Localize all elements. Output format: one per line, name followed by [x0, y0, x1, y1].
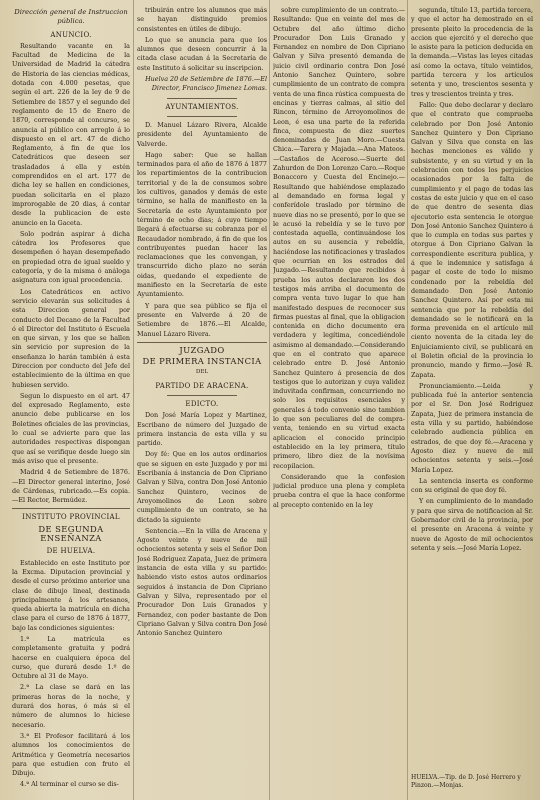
- paragraph: Don José María Lopez y Martinez, Escribano de número del Juzgado de primera instancia de esta villa y su partido.: [137, 411, 267, 448]
- paragraph: Y en cumplimiento de lo mandado y para que sirva de notificacion al Sr. Gobernador civil de la provincia, por el presente en Aracena á veinte y nueve de Agosto de mil ochocientos setenta y seis.—José María Lopez.: [411, 497, 533, 552]
- divider: [137, 342, 267, 343]
- paragraph: D. Manuel Lázaro Rivera, Alcalde presidente del Ayuntamiento de Valverde.: [137, 120, 267, 148]
- paragraph: Sentencia.—En la villa de Aracena y Agosto veinte y nueve de mil ochocientos setenta y seis el Señor Don José Rodriguez Zapata, Juez de primera instancia de esta villa y su partido: habiendo visto estos autos ordinarios seguidos á instancia de Don Cipriano Galvan y Silva, representado por el Procurador Don Luis Granados y Fernandez, con poder bastante de Don Cipriano Galvan y Silva contra Don José Antonio Sanchez Quintero: [137, 526, 267, 638]
- paragraph: 2.ª La clase se dará en las primeras horas de la noche, y durará dos horas, ó más si el número de alumnos lo hiciese necesario.: [12, 683, 130, 729]
- paragraph: Resultando vacante en la Facultad de Medicina de la Universidad de Madrid la cátedra de Historia de las ciencias médicas, dotada con 4.000 pesetas, que según el art. 226 de la ley de 9 de Setiembre de 1857 y el segundo del reglamento de 15 de Enero de 1870, corresponde al concurso, se anuncia al público con arreglo á lo dispuesto en el art. 47 de dicho Reglamento, á fin de que los Catedráticos que deseen ser trasladados á ella y estén comprendidos en el art. 177 de dicha ley se hallen en condiciones, puedan solicitarla en el plazo improrogable de 20 dias, á contar desde la publicacion de este anuncio en la Gaceta.: [12, 41, 130, 227]
- paragraph: Considerando que la confesion judicial produce una plena y completa prueba contra el que la hace conforme al precepto contenido en la ley: [273, 472, 405, 509]
- column-1: [12, 6, 130, 796]
- paragraph: Pronunciamiento.—Leida y publicada fué la anterior sentencia por el Sr. Don José Rodriguez Zapata, Juez de primera instancia de esta villa y su partido, habiéndose celebrado audiencia pública en estrados, de que doy fé.—Aracena y Agosto diez y nueve de mil ochocientos setenta y seis.—José María Lopez.: [411, 381, 533, 474]
- column-2: [137, 6, 267, 796]
- paragraph: Segun lo dispuesto en el art. 47 del expresado Reglamento, este anuncio debe publicarse en los Boletines oficiales de las provincias, lo cual se advierte para que las autoridades respectivas dispongan que así se verifique desde luego sin más aviso que el presente.: [12, 391, 130, 465]
- divider: [12, 508, 130, 509]
- paragraph: Doy fé: Que en los autos ordinarios que se siguen en este Juzgado y por mi Escribanía á instancia de Don Cipriano Galvan y Silva, contra Don José Antonio Sanchez Quintero, vecinos de Aroyomolinos de Leon sobre cumplimiento de un contrato, se ha dictado la siguiente: [137, 450, 267, 524]
- paragraph: sobre cumplimiento de un contrato.—Resultando: Que en veinte del mes de Octubre del año último dicho Procurador Don Luis Granado y Fernandez en nombre de Don Cipriano Galvan y Silva presentó demanda de juicio civil ordinario contra Don José Antonio Sanchez Quintero, sobre cumplimiento de un contrato de compra venta de una finca rústica compuesta de encinas y tierras calmas, al sitio del Rincon, término de Arroyomolinos de Leon, é esa una parte de la referida finca, compuesta de diez suertes denominadas de Juan Moro.—Cuesta Chica.—Tarera y Majada.—Ana Mateos.—Castaños de Aceroso.—Suerte del Zahurdon de Don Lorenzo Caro.—Roque Bonaccoro y Cuesta del Encinejo.—Resultando que habiéndose emplazado al demandado en forma legal y conferídole traslado por término de nueve dias no se presentó, por lo que se le acusó la rebeldía y se le tuvo por contestada aquella, continuándose los autos en su ausencia y rebeldía, haciéndose las notificaciones y traslados que ocurrian en los estrados del Juzgado.—Resultando que recibidos á prueba los autos declararon los dos testigos más arriba el documento de compra venta tuvo lugar lo que han manifestado despues de reconocer sus firmas puestas al final, que la obligacion contenida en dicho documento era verdadera y legítima, concediéndole asimismo al demandado.—Considerando que en el contrato que aparece celebrado entre D. José Antonio Sanchez Quintero á presencia de dos testigos que lo autorizan y cuya validez induvitada confirman, concurriendo no solo los requisitos esenciales y generales á todo convenio sino tambien lo que son peculiares del de compra-venta, teniendo en su virtud exacta aplicacion el conocido principio establecido en la ley primera, título primero, libro diez de la novísima recopilacion.: [273, 6, 405, 470]
- column-rule: [269, 0, 270, 800]
- section-title: PARTIDO DE ARACENA.: [155, 381, 249, 390]
- paragraph: 1.ª La matrícula es completamente gratuita y podrá hacerse en cualquiera época del curso, que durará desde 1.º de Octubre al 31 de Mayo.: [12, 635, 130, 681]
- paragraph: Y para que sea público se fija el presente en Valverde á 20 de Setiembre de 1876.—El Alcalde, Manuel Lázaro Rivera.: [137, 301, 267, 338]
- section-title: DE PRIMERA INSTANCIA: [142, 356, 262, 367]
- paragraph: 4.ª Al terminar el curso se dis-: [20, 780, 119, 789]
- paragraph: Establecido en este Instituto por la Excma. Diputacion provincial y desde el curso próximo anterior una clase de dibujo lineal, destinada principalmente á los artesanos, queda abierta la matrícula en dicha clase para el curso de 1876 á 1877, bajo las condiciones siguientes:: [12, 558, 130, 632]
- section-title: AYUNTAMIENTOS.: [165, 102, 239, 111]
- section-title: DE HUELVA.: [46, 547, 96, 556]
- column-4: [411, 6, 533, 768]
- paragraph: 3.ª El Profesor facilitará á los alumnos los conocimientos de Aritmética y Geometría necesarios para que estudien con fruto el Dibujo.: [12, 731, 130, 778]
- signature: Madrid 4 de Setiembre de 1876.—El Director general interino, José de Cárdenas, rubricado.—Es copia.—El Rector, Bermúdez.: [12, 468, 130, 505]
- section-title: INSTITUTO PROVINCIAL: [22, 513, 120, 522]
- printer-imprint: HUELVA.—Tip. de D. José Herrero y Pinzon.—Monjas.: [411, 774, 521, 789]
- section-title: JUZGADO: [179, 344, 225, 355]
- paragraph: Lo que se anuncia para que los alumnos que deseen concurrir á la citada clase acudan á la Secretaría de este Instituto á solicitar su inscripcion.: [137, 35, 267, 72]
- section-title: ANUNCIO.: [50, 30, 92, 39]
- paragraph: Fallo: Que debo declarar y declaro que el contrato que comprueba celebrado por Don José Antonio Sanchez Quintero y Don Cipriano Galvan y Silva que consta en las hechas menciones es válido y subsistente, y en su virtud y en la celebración con todos los perjuicios ocasionados por la falta de cumplimiento y el pago de todas las costas de este juicio y que en el caso de que dentro de sesenta dias ejecutorio esta sentencia le otorgue Don José Antonio Sanchez Quintero á que lo cumpla en todas sus partes y otorgue á Don Cipriano Galvan la correspondiente escritura publica, y á que le indemnice y satisfaga á pagar el coste de todo lo mismo condenado por la rebeldía del demandado Don José Antonio Sanchez Quintero. Así por esta mi sentencia que por la rebeldía del demandado se le notificará en la forma prevenida en el artículo mil ciento noventa de la citada ley de Enjuiciamiento civil, se publicará en el Boletin oficial de la provincia lo pronuncio, mando y firmo.—José R. Zapata.: [411, 100, 533, 379]
- column-rule: [133, 0, 134, 800]
- divider: [167, 98, 237, 99]
- section-title: EDICTO.: [185, 399, 219, 408]
- column-rule: [407, 0, 408, 800]
- paragraph: Solo podrán aspirar á dicha cátedra los Profesores que desempeñen ó hayan desempeñado en propiedad otra de igual sueldo y categoría, y de la misma ó análoga asignatura con igual procedencia.: [12, 229, 130, 285]
- paragraph: segunda, título 13, partida tercera, y que el actor ha demostrado en el presente pleito la procedencia de la accion que ejercitó y el derecho que le asiste para la peticion deducida en la demanda.—Vistas las leyes citadas así como la octava, título veintidos, partida tercera y los artículos setenta y uno, trescientos sesenta y tres y trescientos treinta y tres.: [411, 6, 533, 98]
- paragraph: tribuirán entre los alumnos que más se hayan distinguido premios consistentes en útiles de dibujo.: [137, 6, 267, 33]
- divider: [167, 116, 237, 117]
- paragraph: Los Catedráticos en activo servicio elevarán sus solicitudes á esta Direccion general por conducto del Decano de la Facultad ó el Director del Instituto ó Escuela en que sirvan, y los que se hallen sin servicio por supresion de la enseñanza lo harán también á esta Direccion por conducto del Jefe del establecimiento de la última en que hubiesen servido.: [12, 287, 130, 389]
- divider: [167, 395, 237, 396]
- signature: Huelva 20 de Setiembre de 1876.—El Director, Francisco Jimenez Lomas.: [145, 75, 267, 93]
- paragraph: La sentencia inserta es conforme con su original de que doy fé.: [411, 476, 533, 495]
- paragraph: Hago saber: Que se hallan terminados para el año de 1876 á 1877 los repartimientos de la contribucion territorial y de la de consumos sobre los cultivos, ganados y demás de este término, se halla de manifiesto en la Secretaría de este Ayuntamiento por término de ocho dias; á cuyo tiempo llegará á efectuarse su cobranza por el Recaudador nombrado, á fin de que los contribuyentes puedan hacer las reclamaciones que les convengan, y transcurrido dicho plazo no serán oidas, quedando el expediente de manifiesto en la Secretaría de este Ayuntamiento.: [137, 150, 267, 299]
- section-title: DEL: [195, 369, 209, 376]
- section-header: Dirección general de Instruccion pública.: [14, 8, 128, 26]
- column-3: [273, 6, 405, 796]
- section-title: DE SEGUNDA ENSEÑANZA: [38, 523, 104, 544]
